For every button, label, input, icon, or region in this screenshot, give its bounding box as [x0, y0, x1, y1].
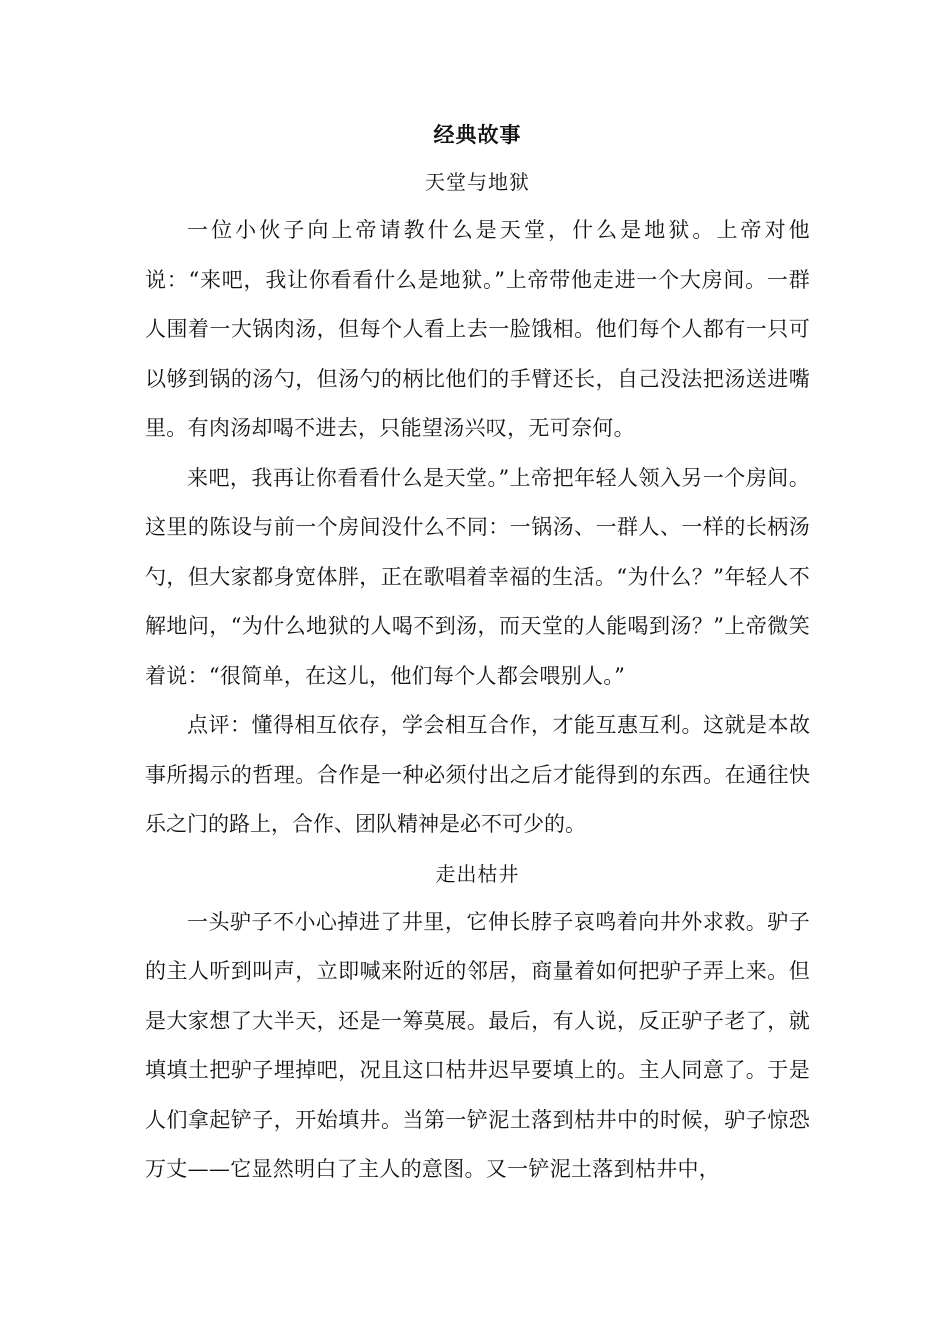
story-out-of-the-well [145, 850, 810, 1195]
story-paragraph: 一位小伙子向上帝请教什么是天堂，什么是地狱。上帝对他说：“来吧，我让你看看什么是地狱。”上帝带他走进一个大房间。一群人围着一大锅肉汤，但每个人看上去一脸饿相。他们每个人都有一只可以够到锅的汤勺，但汤勺的柄比他们的手臂还长，自己没法把汤送进嘴里。有肉汤却喝不进去，只能望汤兴叹，无可奈何。 [145, 218, 810, 440]
document-title: 经典故事 [433, 123, 522, 147]
story-title: 天堂与地狱 [425, 170, 530, 194]
story-heaven-and-hell [145, 158, 810, 850]
story-paragraph: 来吧，我再让你看看什么是天堂。”上帝把年轻人领入另一个房间。这里的陈设与前一个房间没什么不同：一锅汤、一群人、一样的长柄汤勺，但大家都身宽体胖，正在歌唱着幸福的生活。“为什么？”年轻人不解地问，“为什么地狱的人喝不到汤，而天堂的人能喝到汤？”上帝微笑着说：“很简单，在这儿，他们每个人都会喂别人。” [145, 465, 810, 688]
story-title: 走出枯井 [435, 861, 520, 886]
document-page [145, 112, 810, 1195]
story-comment: 点评：懂得相互依存，学会相互合作，才能互惠互利。这就是本故事所揭示的哲理。合作是一种必须付出之后才能得到的东西。在通往快乐之门的路上，合作、团队精神是必不可少的。 [145, 713, 810, 836]
story-paragraph: 一头驴子不小心掉进了井里，它伸长脖子哀鸣着向井外求救。驴子的主人听到叫声，立即喊来附近的邻居，商量着如何把驴子弄上来。但是大家想了大半天，还是一筹莫展。最后，有人说，反正驴子老了，就填填土把驴子埋掉吧，况且这口枯井迟早要填上的。主人同意了。于是人们拿起铲子，开始填井。当第一铲泥土落到枯井中的时候，驴子惊恐万丈——它显然明白了主人的意图。又一铲泥土落到枯井中， [145, 909, 810, 1181]
